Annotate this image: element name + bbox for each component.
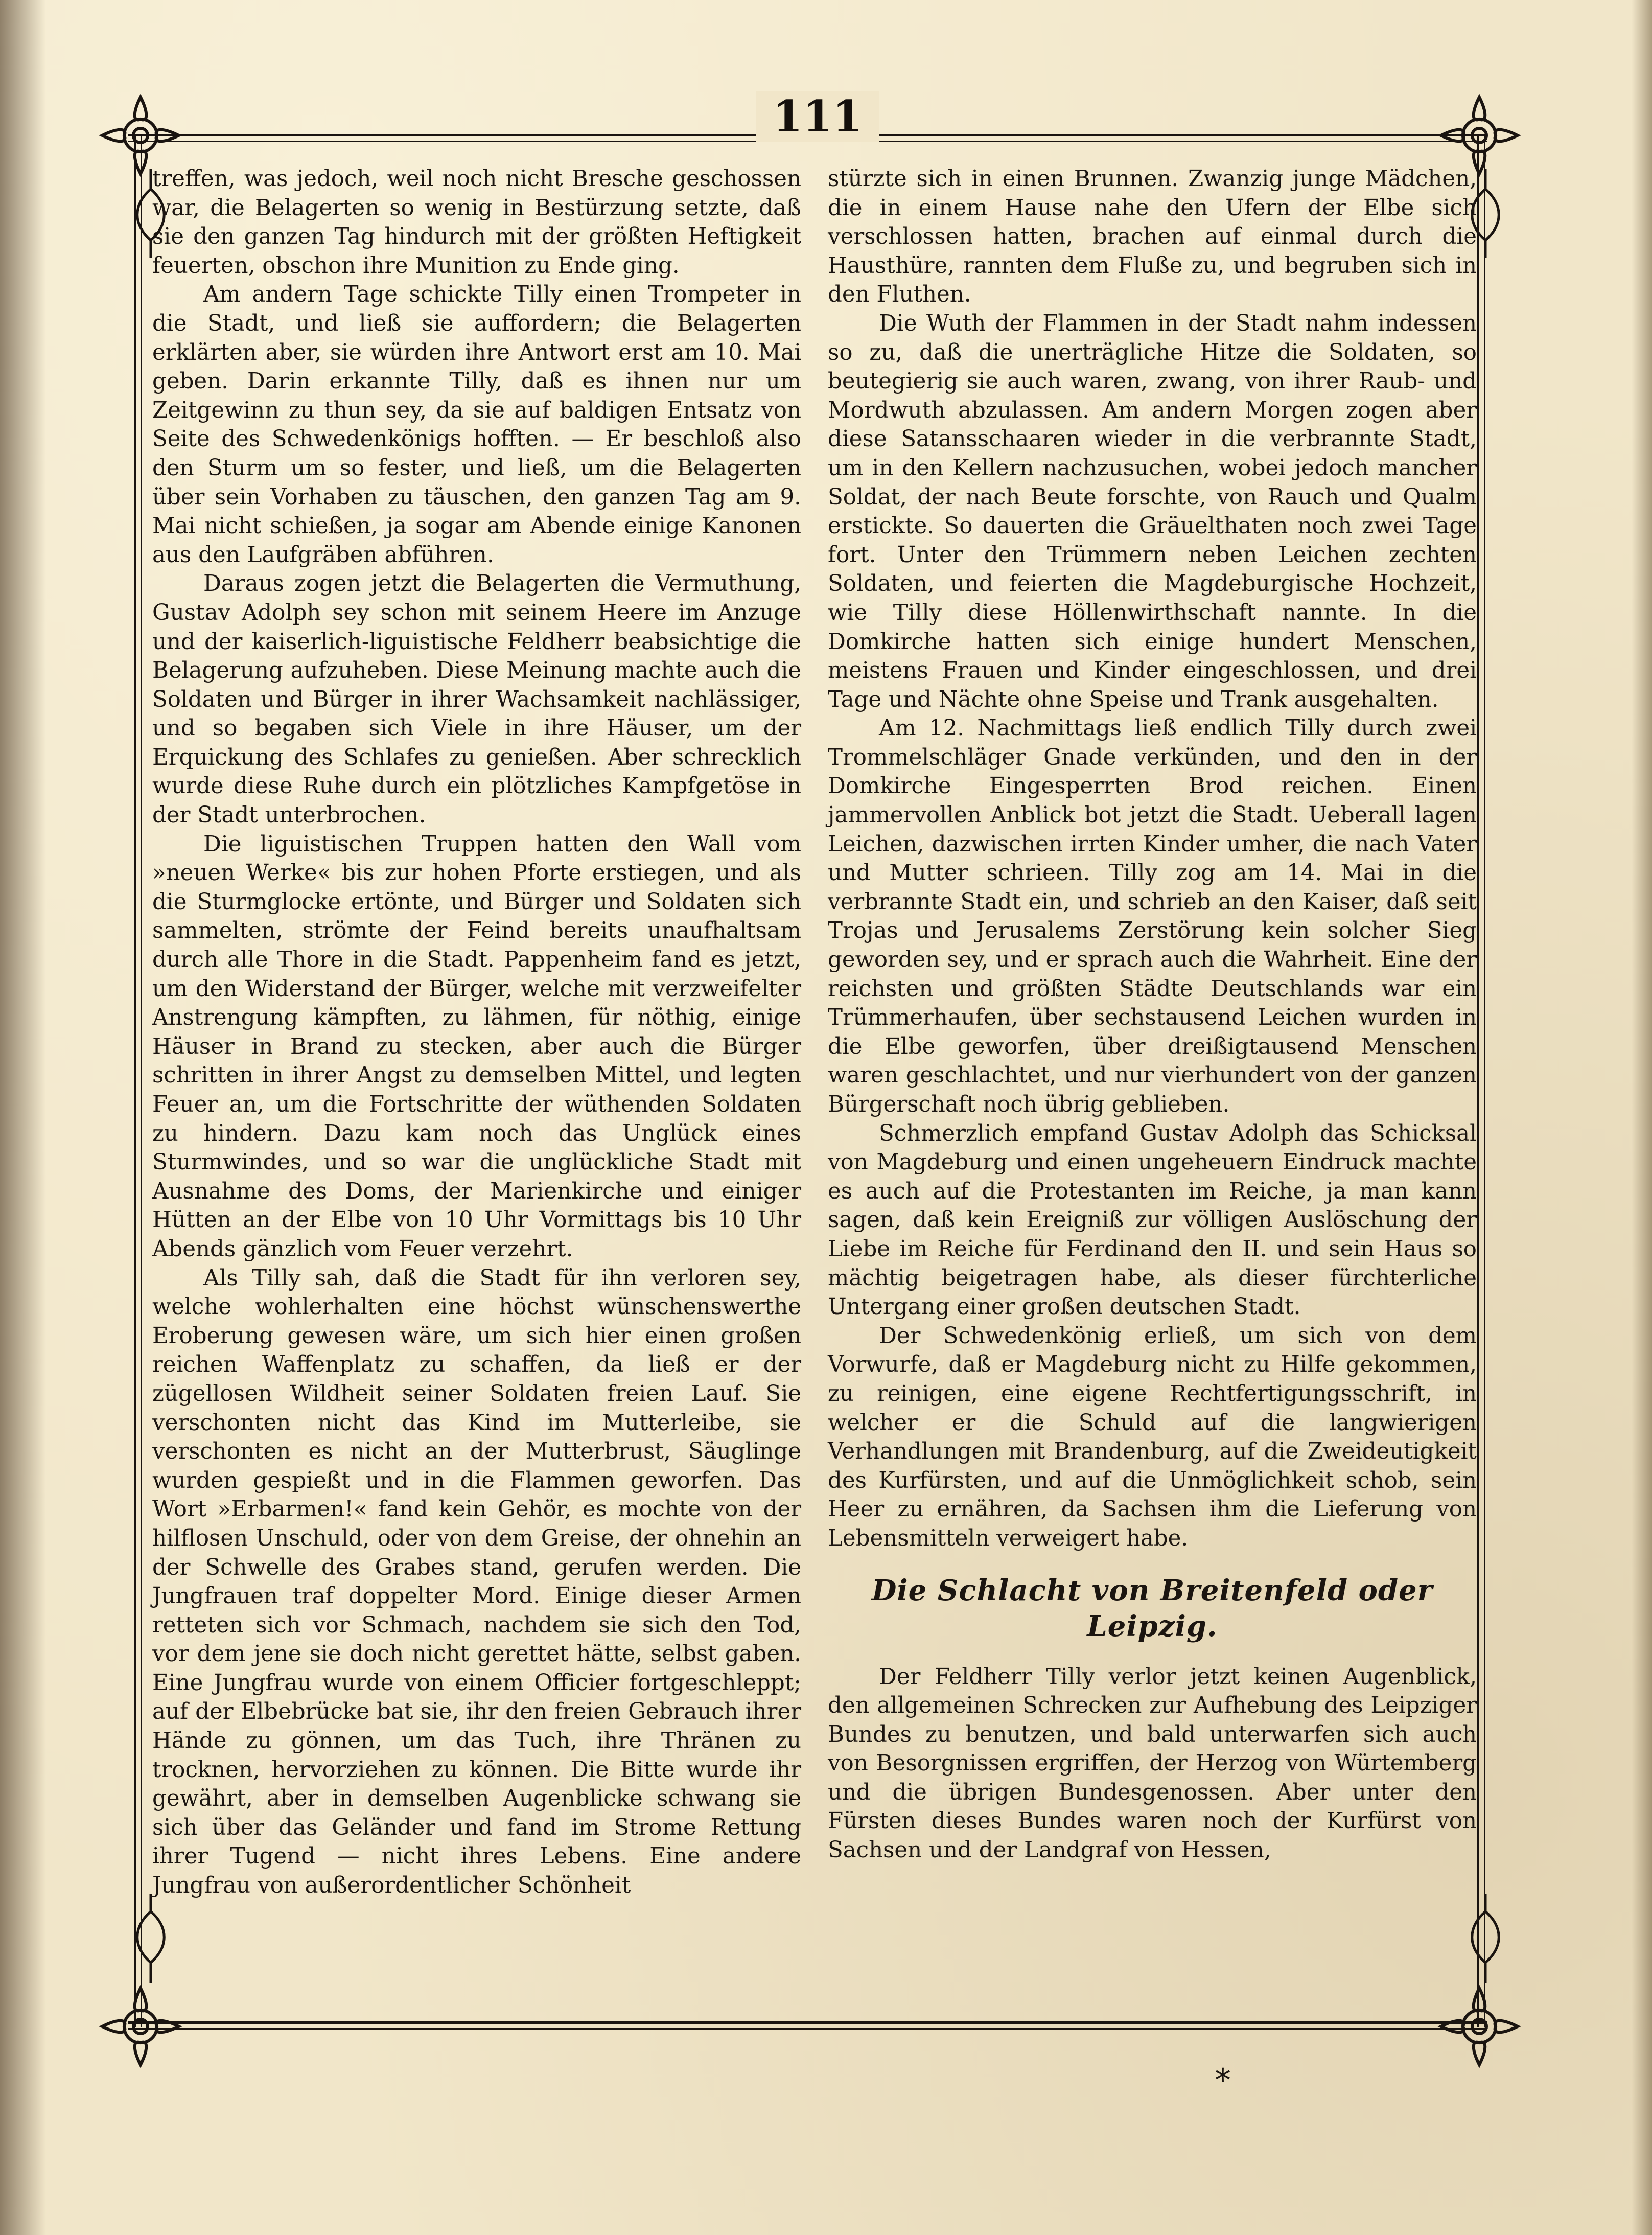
- frame-bottom-rule: [128, 2021, 1487, 2030]
- paragraph: Schmerzlich empfand Gustav Adolph das Schicksal von Magdeburg und einen ungeheuern Eindruck machte es auch auf die Protestanten im Reiche, ja man kann sagen, daß kein Ereigniß zur völligen Auslöschung der Liebe im Reiche für Ferdinand den II. und sein Haus so mächtig beigetragen habe, als dieser fürchterliche Untergang einer großen deutschen Stadt.: [828, 1120, 1477, 1320]
- frame-right-rule: [1477, 134, 1485, 2027]
- paragraph: Am andern Tage schickte Tilly einen Trompeter in die Stadt, und ließ sie auffordern; die Belagerten erklärten aber, sie würden ihre Antwort erst am 10. Mai geben. Darin erkannte Tilly, daß es ihnen nur um Zeitgewinn zu thun sey, da sie auf baldigen Entsatz von Seite des Schwedenkönigs hofften. — Er beschloß also den Sturm um so fester, und ließ, um die Belagerten über sein Vorhaben zu täuschen, den ganzen Tag am 9. Mai nicht schießen, ja sogar am Abende einige Kanonen aus den Laufgräben abführen.: [152, 282, 801, 568]
- paragraph: stürzte sich in einen Brunnen. Zwanzig junge Mädchen, die in einem Hause nahe den Ufern der Elbe sich verschlossen hatten, brachen auf einmal durch die Hausthüre, rannten dem Fluße zu, und begruben sich in den Fluthen.: [828, 166, 1477, 308]
- footer-asterisk: *: [1215, 2062, 1230, 2098]
- paragraph: Die Wuth der Flammen in der Stadt nahm indessen so zu, daß die unerträgliche Hitze die Soldaten, so beutegierig sie auch waren, zwang, von ihrer Raub- und Mordwuth abzulassen. Am andern Morgen zogen aber diese Satansschaaren wieder in die verbrannte Stadt, um in den Kellern nachzusuchen, wobei jedoch mancher Soldat, der nach Beute forschte, von Rauch und Qualm erstickte. So dauerten die Gräuelthaten noch zwei Tage fort. Unter den Trümmern neben Leichen zechten Soldaten, und feierten die Magdeburgische Hochzeit, wie Tilly diese Höllenwirthschaft nannte. In die Domkirche hatten sich einige hundert Menschen, meistens Frauen und Kinder eingeschlossen, und drei Tage und Nächte ohne Speise und Trank ausgehalten.: [828, 310, 1477, 712]
- paragraph: Als Tilly sah, daß die Stadt für ihn verloren sey, welche wohlerhalten eine höchst wünschenswerthe Eroberung gewesen wäre, um sich hier einen großen reichen Waffenplatz zu schaffen, da ließ er der zügellosen Wildheit seiner Soldaten freien Lauf. Sie verschonten nicht das Kind im Mutterleibe, sie verschonten es nicht an der Mutterbrust, Säuglinge wurden gespießt und in die Flammen geworfen. Das Wort »Erbarmen!« fand kein Gehör, es mochte von der hilflosen Unschuld, oder von dem Greise, der ohnehin an der Schwelle des Grabes stand, gerufen werden. Die Jungfrauen traf doppelter Mord. Einige dieser Armen retteten sich vor Schmach, nachdem sie sich den Tod, vor dem jene sie doch nicht gerettet hätte, selbst gaben. Eine Jungfrau wurde von einem Officier fortgeschleppt; auf der Elbebrücke bat sie, ihr den freien Gebrauch ihrer Hände zu gönnen, um das Tuch, ihre Thränen zu trocknen, hervorziehen zu können. Die Bitte wurde ihr gewährt, aber in demselben Augenblicke schwang sie sich über das Geländer und fand im Strome Rettung ihrer Tugend — nicht ihres Lebens. Eine andere Jungfrau von außerordentlicher Schönheit: [152, 1265, 801, 1899]
- binding-shadow: [0, 0, 46, 2235]
- section-heading: Die Schlacht von Breitenfeld oder Leipzig.: [871, 1573, 1433, 1643]
- side-ornament-left-bottom: [128, 1891, 174, 1983]
- paragraph: treffen, was jedoch, weil noch nicht Bresche geschossen war, die Belagerten so wenig in Bestürzung setzte, daß sie den ganzen Tag hindurch mit der größten Heftigkeit feuerten, obschon ihre Munition zu Ende ging.: [152, 166, 801, 279]
- paragraph: Der Schwedenkönig erließ, um sich von dem Vorwurfe, daß er Magdeburg nicht zu Hilfe gekommen, zu reinigen, eine eigene Rechtfertigungsschrift, in welcher er die Schuld auf die langwierigen Verhandlungen mit Brandenburg, auf die Zweideutigkeit des Kurfürsten, und auf die Unmöglichkeit schob, sein Heer zu ernähren, da Sachsen ihm die Lieferung von Lebensmitteln verweigert habe.: [828, 1323, 1477, 1551]
- paragraph: Daraus zogen jetzt die Belagerten die Vermuthung, Gustav Adolph sey schon mit seinem Heere im Anzuge und der kaiserlich-liguistische Feldherr beabsichtige die Belagerung aufzuheben. Diese Meinung machte auch die Soldaten und Bürger in ihrer Wachsamkeit nachlässiger, und so begaben sich Viele in ihre Häuser, um der Erquickung des Schlafes zu genießen. Aber schrecklich wurde diese Ruhe durch ein plötzliches Kampfgetöse in der Stadt unterbrochen.: [152, 571, 801, 828]
- paragraph: Am 12. Nachmittags ließ endlich Tilly durch zwei Trommelschläger Gnade verkünden, und den in der Domkirche Eingesperrten Brod reichen. Einen jammervollen Anblick bot jetzt die Stadt. Ueberall lagen Leichen, dazwischen irrten Kinder umher, die nach Vater und Mutter schrieen. Tilly zog am 14. Mai in die verbrannte Stadt ein, und schrieb an den Kaiser, daß seit Trojas und Jerusalems Zerstörung kein solcher Sieg geworden sey, und er sprach auch die Wahrheit. Eine der reichsten und größten Städte Deutschlands war ein Trümmerhaufen, über sechstausend Leichen wurden in die Elbe geworfen, über dreißigtausend Menschen waren geschlachtet, und nur vierhundert von der ganzen Bürgerschaft noch übrig geblieben.: [828, 716, 1477, 1117]
- corner-ornament-bottom-right: [1431, 1978, 1528, 2075]
- paragraph: Der Feldherr Tilly verlor jetzt keinen Augenblick, den allgemeinen Schrecken zur Aufhebung des Leipziger Bundes zu benutzen, und bald unterwarfen sich auch von Besorgnissen ergriffen, der Herzog von Würtemberg und die übrigen Bundesgenossen. Aber unter den Fürsten dieses Bundes waren noch der Kurfürst von Sachsen und der Landgraf von Hessen,: [828, 1664, 1477, 1863]
- page-number: 111: [756, 91, 879, 142]
- page-edge: [1632, 0, 1652, 2235]
- side-ornament-right-bottom: [1462, 1891, 1508, 1983]
- corner-ornament-bottom-left: [92, 1978, 189, 2075]
- left-column: [152, 165, 801, 1900]
- paragraph: Die liguistischen Truppen hatten den Wall vom »neuen Werke« bis zur hohen Pforte erstiegen, und als die Sturmglocke ertönte, und Bürger und Soldaten sich sammelten, strömte der Feind bereits unaufhaltsam durch alle Thore in die Stadt. Pappenheim fand es jetzt, um den Widerstand der Bürger, welche mit verzweifelter Anstrengung kämpften, zu lähmen, für nöthig, einige Häuser in Brand zu stecken, aber auch die Bürger schritten in ihrer Angst zu demselben Mittel, und legten Feuer an, um die Fortschritte der wüthenden Soldaten zu hindern. Dazu kam noch das Unglück eines Sturmwindes, und so war die unglückliche Stadt mit Ausnahme des Doms, der Marienkirche und einiger Hütten an der Elbe von 10 Uhr Vormittags bis 10 Uhr Abends gänzlich vom Feuer verzehrt.: [152, 831, 801, 1262]
- right-column: [828, 165, 1477, 1865]
- frame-left-rule: [134, 134, 142, 2027]
